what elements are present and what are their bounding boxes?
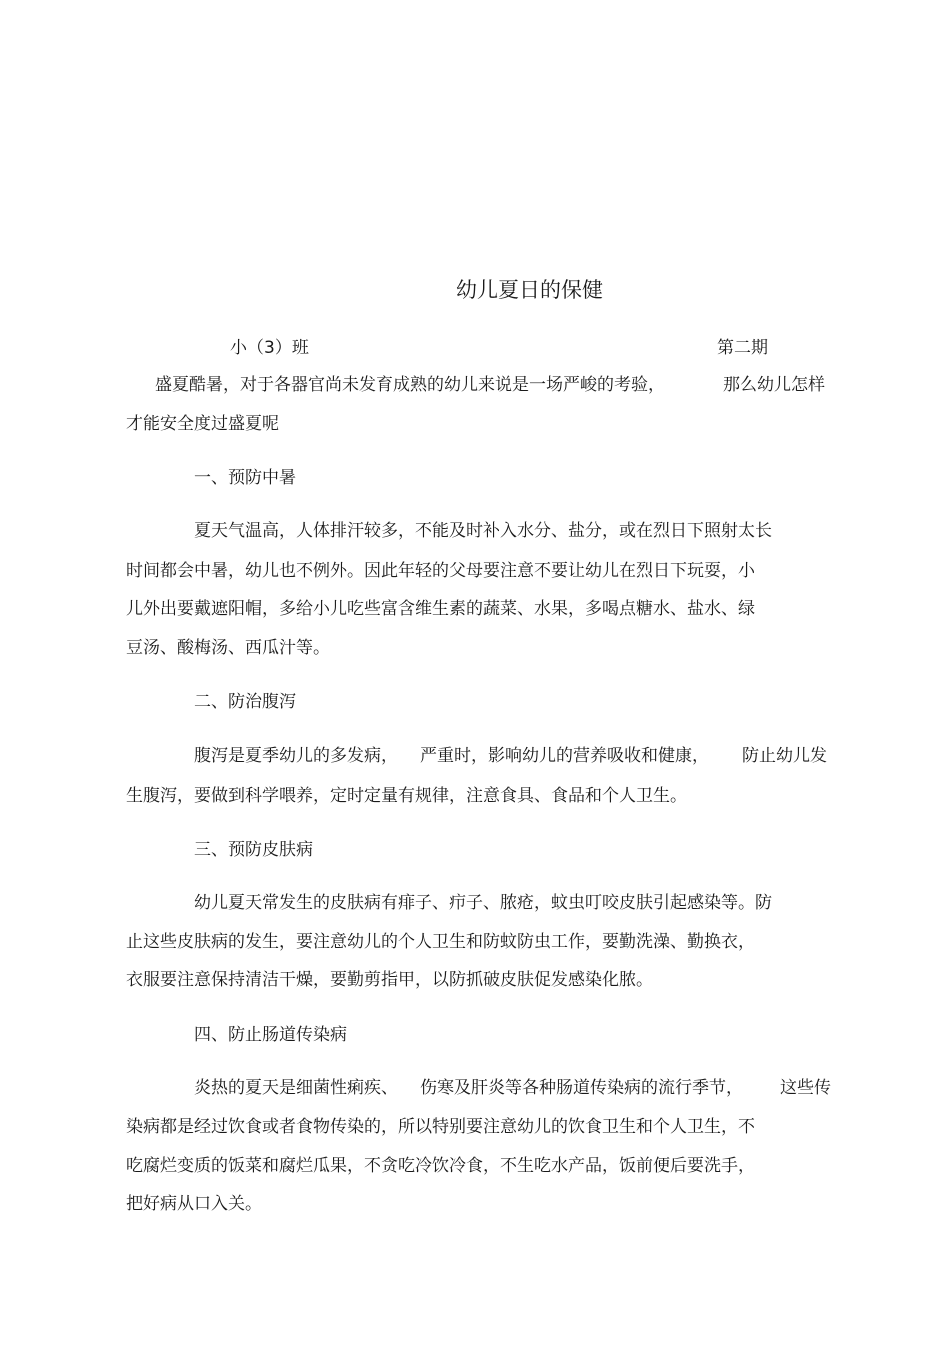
paragraph-line: 豆汤、酸梅汤、西瓜汁等。 [126, 638, 330, 658]
paragraph-line: 止这些皮肤病的发生，要注意幼儿的个人卫生和防蚊防虫工作，要勤洗澡、勤换衣， [126, 932, 755, 952]
section-heading: 三、预防皮肤病 [194, 840, 313, 860]
paragraph-line: 时间都会中暑，幼儿也不例外。因此年轻的父母要注意不要让幼儿在烈日下玩耍，小 [126, 561, 755, 581]
paragraph-line: 衣服要注意保持清洁干燥，要勤剪指甲，以防抓破皮肤促发感染化脓。 [126, 970, 653, 990]
intro-line: 才能安全度过盛夏呢 [126, 414, 279, 434]
paragraph-line: 夏天气温高，人体排汗较多，不能及时补入水分、盐分，或在烈日下照射太长 [194, 521, 772, 541]
paragraph-line: 吃腐烂变质的饭菜和腐烂瓜果，不贪吃冷饮冷食，不生吃水产品，饭前便后要洗手， [126, 1156, 755, 1176]
paragraph-line: 染病都是经过饮食或者食物传染的，所以特别要注意幼儿的饮食卫生和个人卫生，不 [126, 1117, 755, 1137]
paragraph-line: 这些传 [780, 1078, 831, 1098]
paragraph-line: 把好病从口入关。 [126, 1194, 262, 1214]
class-label: 小（3）班 [230, 338, 309, 358]
section-heading: 二、防治腹泻 [194, 692, 296, 712]
section-heading: 四、防止肠道传染病 [194, 1025, 347, 1045]
paragraph-line: 严重时，影响幼儿的营养吸收和健康， [420, 746, 709, 766]
paragraph-line: 腹泻是夏季幼儿的多发病， [194, 746, 398, 766]
intro-line: 那么幼儿怎样 [723, 375, 825, 395]
paragraph-line: 伤寒及肝炎等各种肠道传染病的流行季节， [420, 1078, 743, 1098]
intro-line: 盛夏酷暑，对于各器官尚未发育成熟的幼儿来说是一场严峻的考验， [155, 375, 665, 395]
issue-label: 第二期 [717, 338, 768, 358]
paragraph-line: 儿外出要戴遮阳帽，多给小儿吃些富含维生素的蔬菜、水果，多喝点糖水、盐水、绿 [126, 599, 755, 619]
section-heading: 一、预防中暑 [194, 468, 296, 488]
paragraph-line: 生腹泻，要做到科学喂养，定时定量有规律，注意食具、食品和个人卫生。 [126, 786, 687, 806]
paragraph-line: 防止幼儿发 [742, 746, 827, 766]
paragraph-line: 炎热的夏天是细菌性痢疾、 [194, 1078, 398, 1098]
paragraph-line: 幼儿夏天常发生的皮肤病有痱子、疖子、脓疮，蚊虫叮咬皮肤引起感染等。防 [194, 893, 772, 913]
document-title: 幼儿夏日的保健 [456, 278, 603, 302]
